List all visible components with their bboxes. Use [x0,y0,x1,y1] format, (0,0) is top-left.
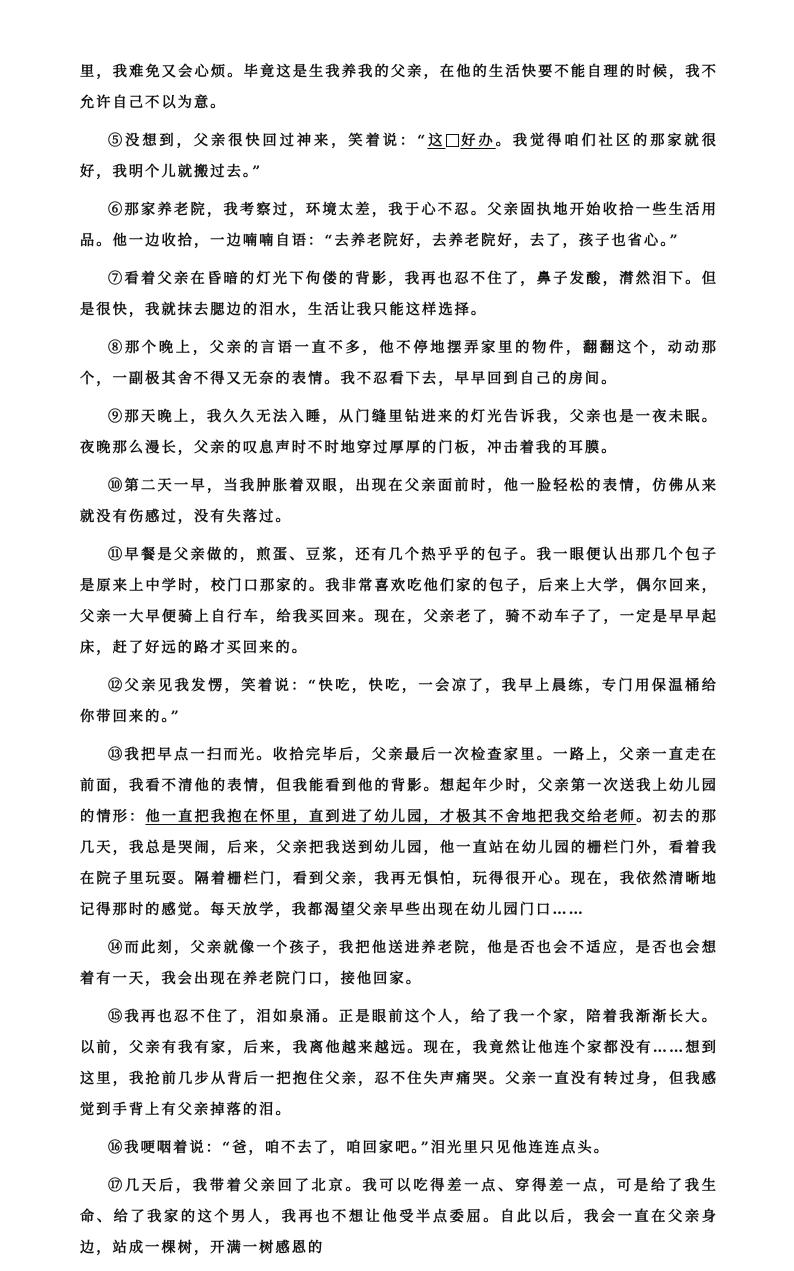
paragraph-text: ⑰几天后，我带着父亲回了北京。我可以吃得差一点、穿得差一点，可是给了我生命、给了我家的这个男人，我再也不想让他受半点委屈。自此以后，我会一直在父亲身边，站成一棵树，开满一树感恩的 [80,1178,718,1256]
paragraph-text: ⑪早餐是父亲做的，煎蛋、豆浆，还有几个热乎乎的包子。我一眼便认出那几个包子是原来上中学时，校门口那家的。我非常喜欢吃他们家的包子，后来上大学，偶尔回来，父亲一大早便骑上自行车，给我买回来。现在，父亲老了，骑不动车子了，一定是早早起床，赶了好远的路才买回来的。 [80,547,718,656]
underlined-sentence: 他一直把我抱在怀里，直到进了幼儿园，才极其不舍地把我交给老师 [145,809,637,825]
paragraph-text: ⑩第二天一早，当我肿胀着双眼，出现在父亲面前时，他一脸轻松的表情，仿佛从来就没有伤感过，没有失落过。 [80,478,718,525]
paragraph-10 [80,471,718,533]
paragraph-text-start: ⑤没想到，父亲很快回过神来，笑着说：“ [108,133,428,149]
paragraph-text: ⑥那家养老院，我考察过，环境太差，我于心不忍。父亲固执地开始收拾一些生活用品。他一边收拾，一边喃喃自语：“去养老院好，去养老院好，去了，孩子也省心。” [80,202,718,249]
paragraph-6 [80,195,718,257]
paragraph-text-end: 。我觉得咱们社区的那家就很好，我明个儿就搬过去。” [80,133,719,180]
paragraph-text: ⑧那个晚上，父亲的言语一直不多，他不停地摆弄家里的物件，翻翻这个，动动那个，一副极其舍不得又无奈的表情。我不忍看下去，早早回到自己的房间。 [80,340,718,387]
paragraph-5 [80,126,718,188]
paragraph-8 [80,333,718,395]
paragraph-text-end: 。初去的那几天，我总是哭闹，后来，父亲把我送到幼儿园，他一直站在幼儿园的栅栏门外，看着我在院子里玩耍。隔着栅栏门，看到父亲，我再无惧怕，玩得很开心。现在，我依然清晰地记得那时的感觉。每天放学，我都渴望父亲早些出现在幼儿园门口…… [80,809,718,918]
paragraph-14 [80,933,718,995]
paragraph-text: ⑦看着父亲在昏暗的灯光下佝偻的背影，我再也忍不住了，鼻子发酸，潸然泪下。但是很快，我就抹去腮边的泪水，生活让我只能这样选择。 [80,271,718,318]
paragraph-text: ⑮我再也忍不住了，泪如泉涌。正是眼前这个人，给了我一个家，陪着我渐渐长大。以前，父亲有我有家，后来，我离他越来越远。现在，我竟然让他连个家都没有……想到这里，我抢前几步从背后一把抱住父亲，忍不住失声痛哭。父亲一直没有转过身，但我感觉到手背上有父亲掉落的泪。 [80,1009,718,1118]
paragraph-7 [80,264,718,326]
paragraph-12 [80,671,718,733]
paragraph-11 [80,540,718,664]
underlined-text-1: 这 [427,133,446,149]
paragraph-text: ⑫父亲见我发愣，笑着说：“快吃，快吃，一会凉了，我早上晨练，专门用保温桶给你带回来的。” [80,678,718,725]
paragraph-text: 里，我难免又会心烦。毕竟这是生我养我的父亲，在他的生活快要不能自理的时候，我不允许自己不以为意。 [80,64,718,111]
paragraph-13 [80,740,718,926]
paragraph-text: ⑨那天晚上，我久久无法入睡，从门缝里钻进来的灯光告诉我，父亲也是一夜未眠。夜晚那么漫长，父亲的叹息声时不时地穿过厚厚的门板，冲击着我的耳膜。 [80,409,718,456]
paragraph-text: ⑭而此刻，父亲就像一个孩子，我把他送进养老院，他是否也会不适应，是否也会想着有一天，我会出现在养老院门口，接他回家。 [80,940,718,987]
paragraph-continued [80,57,718,119]
underlined-text-2: 好办 [460,133,496,149]
document-page [80,57,718,1271]
blank-box-icon [445,133,460,149]
paragraph-text: ⑯我哽咽着说：“爸，咱不去了，咱回家吧。”泪光里只见他连连点头。 [108,1140,611,1156]
paragraph-15 [80,1002,718,1126]
paragraph-text-start: ⑬我把早点一扫而光。收拾完毕后，父亲最后一次检查家里。一路上，父亲一直走在前面，我看不清他的表情，但我能看到他的背影。想起年少时，父亲第一次送我上幼儿园的情形： [80,747,718,825]
paragraph-16 [80,1133,718,1164]
paragraph-9 [80,402,718,464]
paragraph-17 [80,1171,718,1264]
